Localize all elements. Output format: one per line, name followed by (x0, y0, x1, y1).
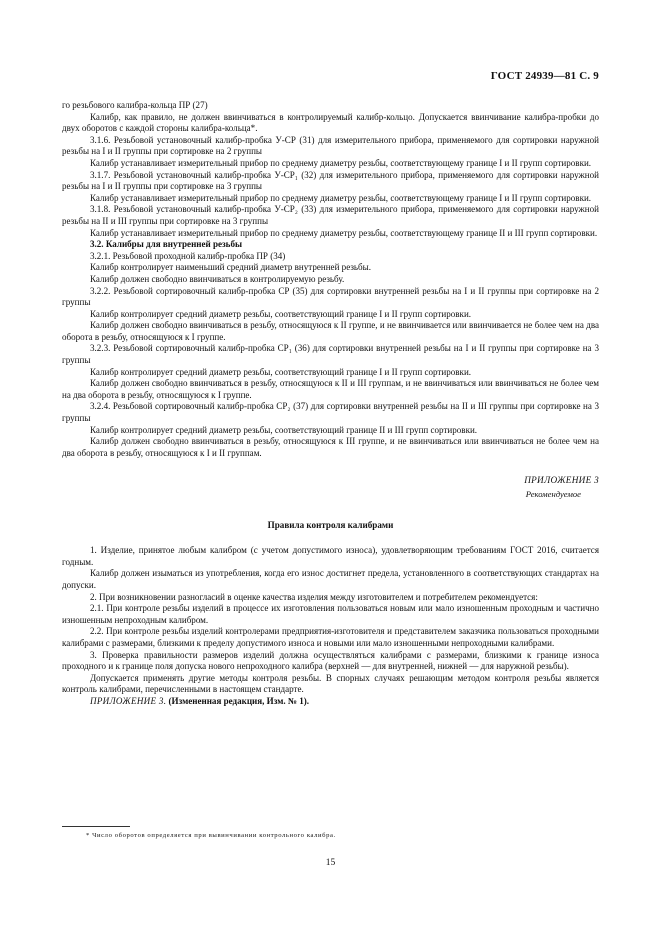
footnote-divider (62, 826, 130, 827)
appendix-paragraph: 2. При возникновении разногласий в оценке качества изделия между изготовителем и потребителем рекомендуется: (90, 591, 538, 602)
paragraph: Калибр контролирует наименьший средний диаметр внутренней резьбы. (90, 262, 371, 273)
appendix-heading: Правила контроля калибрами (267, 519, 394, 530)
paragraph: Калибр должен свободно ввинчиваться в резьбу, относящуюся к II группе, и не ввинчивается или ввинчивается не более чем на два оборота в резьбу, относящуюся к I группе. (62, 320, 599, 342)
paragraph: Калибр устанавливает измерительный прибор по среднему диаметру резьбы, соответствующему границе I и II групп сортировки. (90, 192, 592, 203)
paragraph: Калибр должен свободно ввинчиваться в резьбу, относящуюся к II и III группам, и не ввинчиваться или ввинчиваться не более чем на два оборота в резьбу, относящуюся к I группе. (62, 378, 599, 400)
paragraph: 3.2.3. Резьбовой сортировочный калибр-пробка СР₁ (36) для сортировки внутренней резьбы на I и II группы при сортировке на 3 группы (62, 343, 599, 366)
page-header: ГОСТ 24939—81 С. 9 (490, 70, 599, 82)
paragraph: Калибр должен свободно ввинчиваться в контролируемую резьбу. (90, 273, 345, 284)
paragraph: Калибр должен свободно ввинчиваться в резьбу, относящуюся к III группе, и не ввинчиваться или ввинчиваться не более чем на два оборота в резьбу, относящуюся к I и II группам. (62, 436, 599, 458)
amendment-note (62, 696, 599, 708)
paragraph: 3.2.1. Резьбовой проходной калибр-пробка ПР (34) (90, 250, 286, 261)
appendix-paragraph: Допускается применять другие методы контроля резьбы. В спорных случаях решающим методом контроля резьбы является контроль калибрами, перечисленными в настоящем стандарте. (62, 672, 599, 695)
paragraph: Калибр контролирует средний диаметр резьбы, соответствующий границе I и II групп сортировки. (90, 308, 472, 319)
appendix-paragraph: Калибр должен изыматься из употребления, когда его износ достигнет предела, установленного в соответствующих стандартах на допуски. (62, 568, 599, 590)
paragraph: 3.1.6. Резьбовой установочный калибр-пробка У-СР (31) для измерительного прибора, применяемого для сортировки наружной резьбы на I и II группы при сортировке на 2 группы (62, 134, 599, 157)
document-body (62, 100, 599, 708)
paragraph: 3.2.2. Резьбовой сортировочный калибр-пробка СР (35) для сортировки внутренней резьбы на I и II группы при сортировке на 2 группы (62, 285, 599, 308)
paragraph: Калибр контролирует средний диаметр резьбы, соответствующий границе I и II групп сортировки. (90, 366, 472, 377)
paragraph: 3.1.8. Резьбовой установочный калибр-пробка У-СР₂ (33) для измерительного прибора, применяемого для сортировки наружной резьбы на II и III группы при сортировке на 3 группы (62, 204, 599, 226)
appendix-label-block (62, 475, 599, 500)
appendix-title: ПРИЛОЖЕНИЕ 3 (524, 475, 599, 486)
paragraph: 3.1.7. Резьбовой установочный калибр-пробка У-СР₁ (32) для измерительного прибора, применяемого для сортировки наружной резьбы на I и II группы при сортировке на 3 группы (62, 169, 599, 192)
appendix-subtitle: Рекомендуемое (525, 489, 581, 499)
paragraph: Калибр контролирует средний диаметр резьбы, соответствующий границе II и III групп сортировки. (90, 424, 478, 435)
appendix-paragraph: 1. Изделие, принятое любым калибром (с учетом допустимого износа), удовлетворяющим требованиям ГОСТ 2016, считается годным. (62, 545, 599, 567)
appendix-paragraph: 2.1. При контроле резьбы изделий в процессе их изготовления пользоваться новым или мало изношенным проходным и частично изношенным непроходным калибром. (62, 603, 599, 625)
section-heading: 3.2. Калибры для внутренней резьбы (90, 239, 243, 250)
appendix-paragraph: 2.2. При контроле резьбы изделий контролерами предприятия-изготовителя и представителем заказчика пользоваться проходными калибрами с размерами, близкими к пределу допустимого износа и новыми или мало изношенными непроходными калибрами. (62, 626, 599, 648)
amendment-label: ПРИЛОЖЕНИЕ 3. (90, 695, 167, 706)
footnote: * Число оборотов определяется при вывинчивании контрольного калибра. (86, 832, 336, 839)
paragraph: 3.2.4. Резьбовой сортировочный калибр-пробка СР₂ (37) для сортировки внутренней резьбы на II и III группы при сортировке на 3 группы (62, 401, 599, 424)
paragraph: Калибр, как правило, не должен ввинчиваться в контролируемый калибр-кольцо. Допускается ввинчивание калибра-пробки до двух оборотов с каждой стороны калибра-кольца*. (62, 111, 599, 134)
paragraph: Калибр устанавливает измерительный прибор по среднему диаметру резьбы, соответствующему границе I и II групп сортировки. (90, 157, 592, 168)
amendment-text: (Измененная редакция, Изм. № 1). (168, 695, 310, 706)
paragraph: го резьбового калибра-кольца ПР (27) (62, 100, 208, 110)
page-number: 15 (325, 858, 336, 868)
paragraph: Калибр устанавливает измерительный прибор по среднему диаметру резьбы, соответствующему границе II и III групп сортировки. (90, 227, 598, 238)
appendix-paragraph: 3. Проверка правильности размеров изделий должна осуществляться калибрами с размерами, близкими к границе износа проходного и к границе поля допуска нового непроходного калибра (верхней — для внутренней, нижней — для наружной резьбы). (62, 649, 599, 672)
